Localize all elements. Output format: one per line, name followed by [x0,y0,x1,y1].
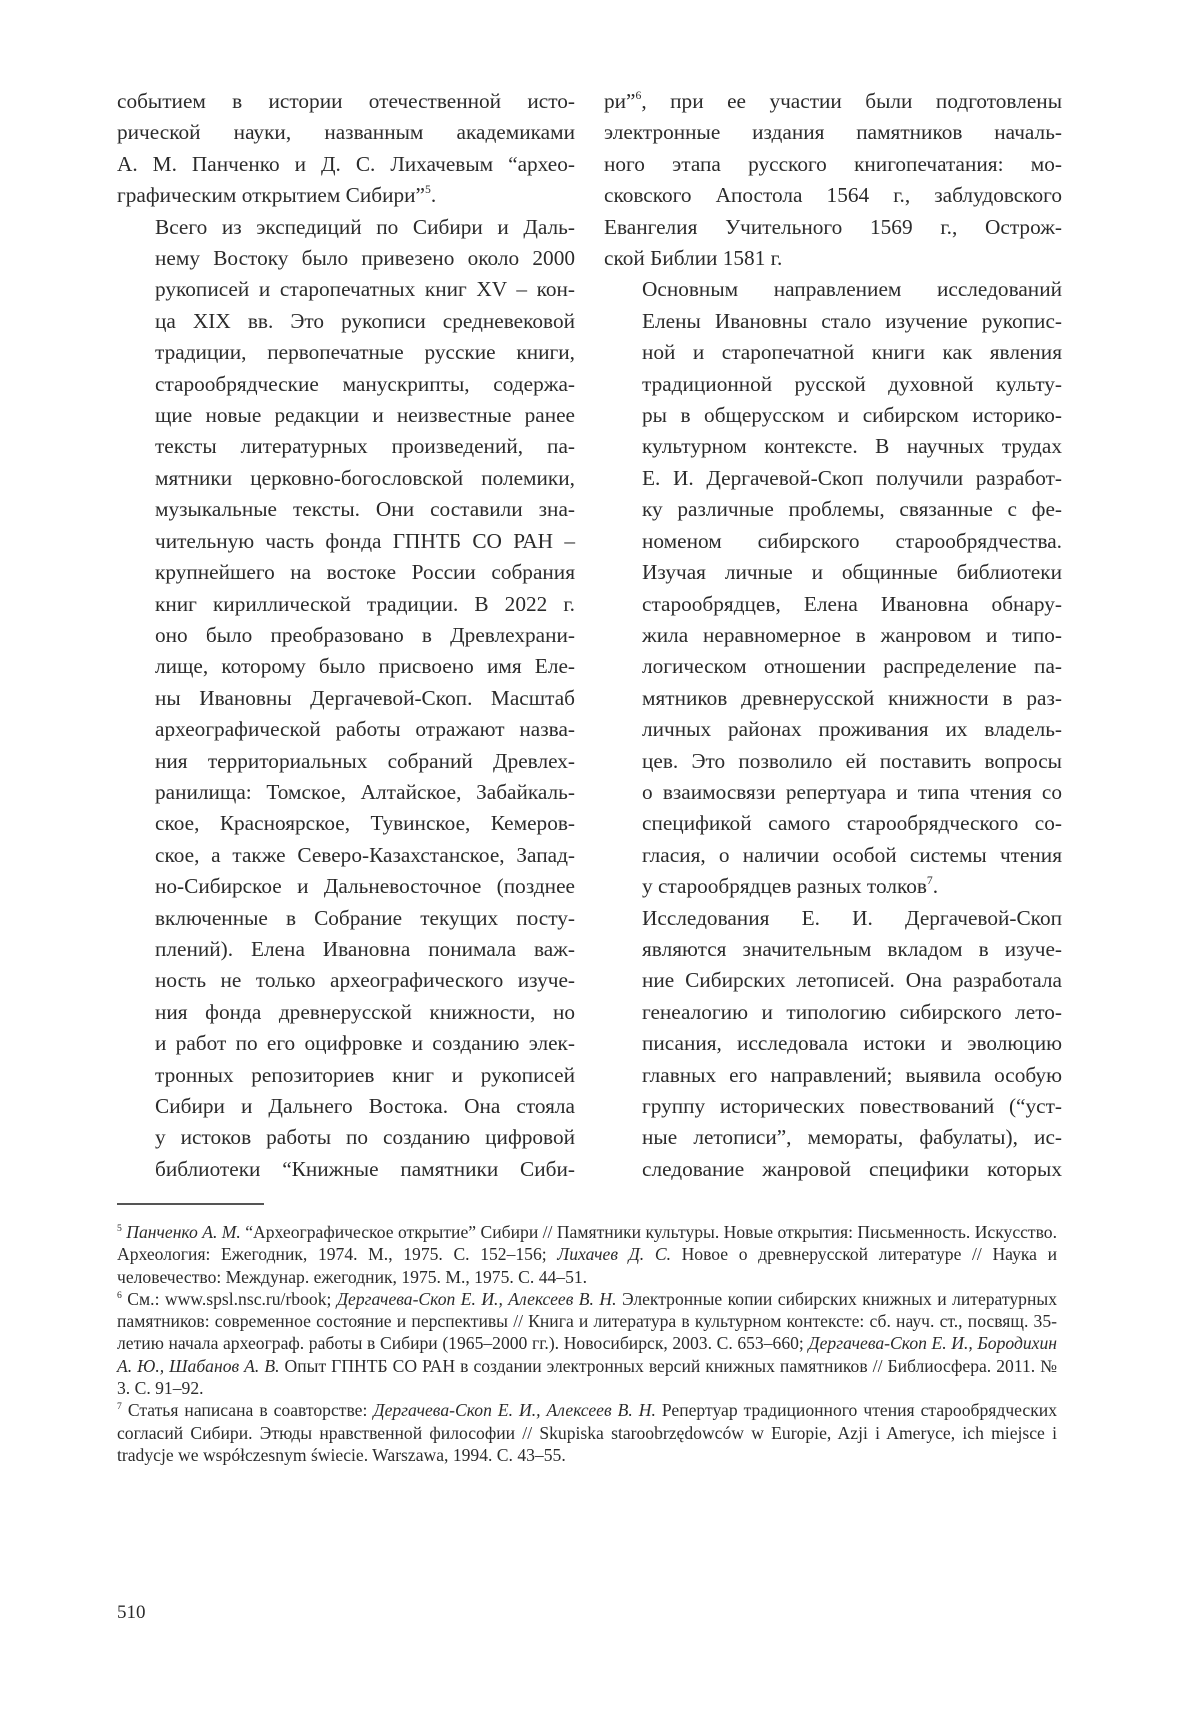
text-line: ность не только археографического изуче- [155,968,575,993]
text-line: лище, которому было присвоено имя Еле- [155,654,575,679]
text-line: логическом отношении распределение па- [642,654,1062,679]
text-line: Изучая личные и общинные библиотеки [642,560,1062,585]
text-line: музыкальные тексты. Они составили зна- [155,497,575,522]
paragraph-2 [117,212,575,1186]
text-line: гласия, о наличии особой системы чтения [642,842,1062,867]
citation-text: “Археографическое открытие” Сибири // Памятники культуры. Новые открытия: Письменность. Искусство. Археология: Ежегодник, 1974. М., 1975. С. 152–156; [117,1222,1058,1265]
text-fragment: графическим открытием Сибири” [117,183,425,208]
text-line: ния фонда древнерусской книжности, но [155,999,575,1024]
text-line: писания, исследовала истоки и эволюцию [642,1031,1062,1056]
text-line: ранилища: Томское, Алтайское, Забайкаль- [155,779,575,804]
text-line: Е. И. Дергачевой-Скоп получили разработ- [642,465,1062,490]
text-line: ры в общерусском и сибирском историко- [642,403,1062,428]
text-line: группу исторических повествований (“уст- [642,1094,1062,1118]
text-line: ку различные проблемы, связанные с фе- [642,497,1062,522]
citation-text: См.: www.spsl.nsc.ru/rbook; [127,1288,337,1309]
text-line: библиотеки “Книжные памятники Сиби- [155,1156,575,1181]
footnote-ref[interactable]: 5 [425,183,431,197]
text-line: книг кириллической традиции. В 2022 г. [155,591,575,616]
text-line [117,180,575,211]
text-line [604,871,1062,902]
text-line: нему Востоку было привезено около 2000 [155,246,575,271]
text-line: генеалогию и типологию сибирского лето- [642,999,1062,1024]
text-line: Сибири и Дальнего Востока. Она стояла [155,1094,575,1118]
footnote-separator [117,1203,264,1205]
text-line: ны Ивановны Дергачевой-Скоп. Масштаб [155,685,575,710]
text-line: традиции, первопечатные русские книги, [155,340,575,365]
text-line: старообрядческие манускрипты, содержа- [155,371,575,396]
text-line: ной и старопечатной книги как явления [642,340,1062,365]
text-fragment: ри” [604,89,636,113]
paragraph-3 [604,274,1062,902]
footnote-ref[interactable]: 6 [635,89,642,103]
text-line: рукописей и старопечатных книг XV – кон- [155,277,575,302]
text-line: плений). Елена Ивановна понимала важ- [155,936,575,961]
text-line: тронных репозиториев книг и рукописей [155,1062,575,1087]
text-line: и работ по его оцифровке и созданию элек- [155,1031,575,1056]
text-line: являются значительным вкладом в изуче- [642,936,1062,961]
text-line: включенные в Собрание текущих посту- [155,905,575,930]
author-name: Панченко А. М. [126,1222,241,1242]
text-line: электронные издания памятников началь- [604,120,1062,145]
text-fragment: . [932,874,939,899]
text-line: ской Библии 1581 г. [604,246,783,271]
text-line: тексты литературных произведений, па- [155,434,575,459]
text-line: главных его направлений; выявила особую [642,1062,1062,1087]
footnote-number: 5 [117,1222,122,1234]
author-name: Дергачева-Скоп Е. И., Алексеев В. Н. [373,1400,656,1421]
text-line: Евангелия Учительного 1569 г., Острож- [604,214,1062,239]
footnote-5 [117,1221,1057,1288]
text-line: А. М. Панченко и Д. С. Лихачевым “архео- [117,151,575,176]
text-line: но-Сибирское и Дальневосточное (позднее [155,874,575,899]
text-line: спецификой самого старообрядческого со- [642,811,1062,836]
text-line: у истоков работы по созданию цифровой [155,1125,575,1150]
text-fragment: у старообрядцев разных толков [642,874,927,899]
text-fragment: , при ее участии были подготовлены [641,89,1062,113]
text-line: ния территориальных собраний Древлех- [155,748,575,773]
citation-text: Опыт ГПНТБ СО РАН в создании электронных версий книжных памятников // Библиосфера. 2011. № 3. С. 91–92. [117,1355,1057,1399]
text-line: Всего из экспедиций по Сибири и Даль- [155,214,575,239]
text-line: Основным направлением исследований [642,277,1062,302]
page-number: 510 [117,1602,146,1623]
text-line: ское, Красноярское, Тувинское, Кемеров- [155,811,575,836]
footnote-ref[interactable]: 7 [926,874,933,888]
text-line: археографической работы отражают назва- [155,717,575,742]
footnote-7 [117,1399,1057,1466]
footnotes [117,1221,1057,1466]
citation-text: Репертуар традиционного чтения старообрядческих согласий Сибири. Этюды нравственной философии // Skupiska staroobrzędowców w Europie, Azji i Ameryce, ich miejsce i tradycje we współczesnym świecie. Warszawa, 1994. С. 43–55. [117,1400,1057,1465]
text-line: мятников древнерусской книжности в раз- [642,685,1062,710]
text-line: ское, а также Северо-Казахстанское, Запад- [155,842,575,867]
text-line: личных районах проживания их владель- [642,717,1062,742]
text-line: Исследования Е. И. Дергачевой-Скоп [642,905,1062,930]
text-line: следование жанровой специфики которых [642,1156,1062,1181]
text-line [604,86,1062,117]
text-line: сковского Апостола 1564 г., заблудовского [604,183,1062,208]
text-line: оно было преобразовано в Древлехрани- [155,622,575,647]
footnote-number: 6 [117,1289,122,1301]
text-line: рической науки, названным академиками [117,120,575,145]
text-line: культурном контексте. В научных трудах [642,434,1062,459]
text-line: ние Сибирских летописей. Она разработала [642,968,1062,993]
citation-text: Электронные копии сибирских книжных и литературных памятников: современное состояние и перспективы // Книга и литература в культурном контексте: сб. науч. ст., посвящ. 35-летию начала археограф. работы в Сибири (1965–2000 гг.). Новосибирск, 2003. С. 653–660; [117,1288,1057,1354]
text-line: Елены Ивановны стало изучение рукопис- [642,308,1062,333]
author-name: Дергачева-Скоп Е. И., Бородихин А. Ю., Шабанов А. В. [117,1333,1057,1376]
text-line: событием в истории отечественной исто- [117,89,575,113]
text-line: мятники церковно-богословской полемики, [155,465,575,490]
citation-text: Новое о древнерусской литературе // Наука и человечество: Междунар. ежегодник, 1975. М., 1975. С. 44–51. [117,1244,1057,1287]
text-line: щие новые редакции и неизвестные ранее [155,403,575,428]
text-line: ного этапа русского книгопечатания: мо- [604,151,1062,176]
paragraph-1 [117,86,575,212]
paragraph-4 [604,903,1062,1186]
text-line: цев. Это позволило ей поставить вопросы [642,748,1062,773]
text-line: старообрядцев, Елена Ивановна обнару- [642,591,1062,616]
citation-text: Статья написана в соавторстве: [127,1400,374,1421]
left-column [117,86,575,1185]
footnote-6 [117,1288,1057,1399]
right-column [604,86,1062,1185]
text-line: ные летописи”, мемораты, фабулаты), ис- [642,1125,1062,1150]
text-line: о взаимосвязи репертуара и типа чтения со [642,779,1062,804]
text-line: чительную часть фонда ГПНТБ СО РАН – [155,528,575,553]
text-line: традиционной русской духовной культу- [642,371,1062,396]
text-fragment: . [430,183,437,208]
footnote-number: 7 [117,1401,122,1413]
text-line: крупнейшего на востоке России собрания [155,560,575,585]
author-name: Лихачев Д. С. [557,1244,671,1265]
author-name: Дергачева-Скоп Е. И., Алексеев В. Н. [336,1288,617,1309]
text-line: жила неравномерное в жанровом и типо- [642,622,1062,647]
text-line: ца XIX вв. Это рукописи средневековой [155,308,575,333]
paragraph-2-continued [604,86,1062,274]
text-line: номеном сибирского старообрядчества. [642,528,1062,553]
